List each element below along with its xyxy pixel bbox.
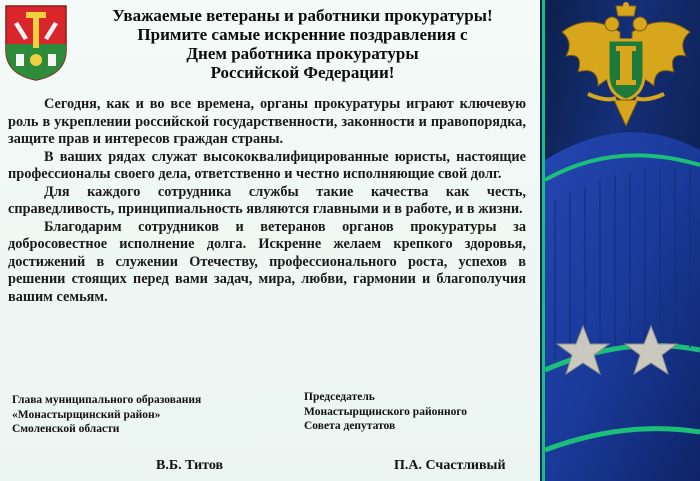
- greeting-heading: [70, 6, 535, 82]
- signature-title-line: «Монастырщинский район»: [12, 408, 161, 421]
- greeting-body: [8, 96, 526, 306]
- coat-of-arms-icon: [4, 4, 68, 82]
- heading-line: Днем работника прокуратуры: [186, 44, 419, 63]
- signature-right-name: П.А. Счастливый: [394, 458, 506, 473]
- signature-right-title: [304, 390, 534, 434]
- double-headed-eagle-icon: [558, 2, 694, 130]
- heading-line: Примите самые искренние поздравления с: [137, 25, 468, 44]
- heading-line: Уважаемые ветераны и работники прокуратуры!: [112, 6, 493, 25]
- signature-title-line: Глава муниципального образования: [12, 394, 202, 406]
- paragraph: Для каждого сотрудника службы такие качества как честь, справедливость, принципиальность являются главными и в работе, и в жизни.: [8, 183, 526, 217]
- signature-title-line: Монастырщинского районного: [304, 405, 468, 418]
- uniform-shoulder-board: [545, 120, 700, 481]
- paragraph: Благодарим сотрудников и ветеранов органов прокуратуры за добросовестное исполнение долга. Искренне желаем крепкого здоровья, достижений в служении Отечеству, профессионального роста, успехов в решении стоящих перед вами задач, мира, любви, гармонии и благополучия вашим семьям.: [8, 218, 526, 305]
- signature-title-line: Совета депутатов: [304, 420, 396, 432]
- signature-left-name: В.Б. Титов: [156, 458, 224, 473]
- signature-left-title: [12, 393, 272, 437]
- heading-line: Российской Федерации!: [210, 63, 395, 82]
- paragraph: Сегодня, как и во все времена, органы прокуратуры играют ключевую роль в укреплении российской государственности, законности и правопорядка, защите прав и интересов граждан страны.: [8, 96, 526, 147]
- signature-title-line: Председатель: [304, 391, 375, 403]
- signature-title-line: Смоленской области: [12, 423, 120, 435]
- paragraph: В ваших рядах служат высококвалифицированные юристы, настоящие профессионалы своего дела, ответственно и честно исполняющие свой долг.: [8, 148, 526, 182]
